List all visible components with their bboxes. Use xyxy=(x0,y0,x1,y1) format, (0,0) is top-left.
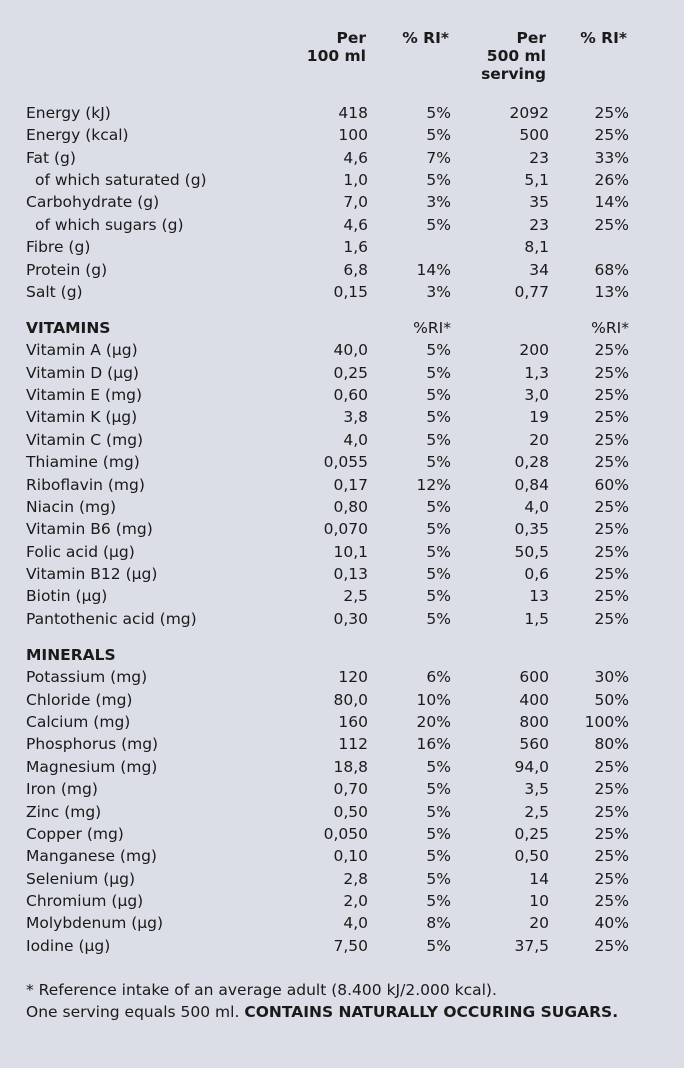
nutrient-row-v500: 500 xyxy=(519,126,549,145)
vitamin-row-v100: 0,070 xyxy=(323,520,368,539)
minerals-heading-label: MINERALS xyxy=(26,646,116,664)
mineral-row-ri1: 20% xyxy=(416,713,451,732)
vitamin-row-ri2: 25% xyxy=(594,386,629,405)
vitamin-row-ri2: 25% xyxy=(594,565,629,584)
mineral-row-v500: 2,5 xyxy=(524,802,549,821)
mineral-row-ri2: 30% xyxy=(594,668,629,687)
mineral-row xyxy=(0,845,684,867)
nutrient-row-label: Fat (g) xyxy=(26,148,76,167)
vitamin-row-ri1: 5% xyxy=(426,497,451,516)
vitamin-row xyxy=(0,474,684,496)
mineral-row-ri2: 50% xyxy=(594,690,629,709)
vitamin-row xyxy=(0,518,684,540)
nutrient-row-v100: 7,0 xyxy=(343,193,368,212)
nutrient-row-v500: 5,1 xyxy=(524,171,549,190)
nutrient-row-v500: 8,1 xyxy=(524,238,549,257)
vitamins-heading-ri2: %RI* xyxy=(591,319,629,337)
nutrient-row-label: Salt (g) xyxy=(26,282,83,301)
mineral-row-label: Magnesium (mg) xyxy=(26,757,158,776)
mineral-row-label: Phosphorus (mg) xyxy=(26,735,159,754)
mineral-row xyxy=(0,801,684,823)
vitamins-heading-label: VITAMINS xyxy=(26,319,111,337)
mineral-row-ri1: 5% xyxy=(426,847,451,866)
footnote-reference-intake: * Reference intake of an average adult (8.400 kJ/2.000 kcal). xyxy=(26,981,497,999)
mineral-row-ri1: 16% xyxy=(416,735,451,754)
header-ri-500ml-label: % RI* xyxy=(580,29,627,47)
mineral-row-ri1: 5% xyxy=(426,892,451,911)
vitamin-row-label: Vitamin A (µg) xyxy=(26,341,138,360)
vitamin-row-v100: 40,0 xyxy=(333,341,368,360)
vitamin-row xyxy=(0,339,684,361)
vitamin-row-v100: 10,1 xyxy=(333,542,368,561)
vitamin-row-ri1: 5% xyxy=(426,341,451,360)
mineral-row-ri2: 25% xyxy=(594,847,629,866)
mineral-row-v500: 37,5 xyxy=(514,936,549,955)
vitamin-row-v500: 19 xyxy=(529,408,549,427)
vitamin-row-v100: 0,055 xyxy=(323,453,368,472)
vitamin-row-ri1: 5% xyxy=(426,386,451,405)
vitamin-row-v100: 0,30 xyxy=(333,609,368,628)
vitamin-row-v100: 2,5 xyxy=(343,587,368,606)
vitamin-row-label: Vitamin D (µg) xyxy=(26,363,139,382)
mineral-row-ri2: 25% xyxy=(594,936,629,955)
nutrient-row-v500: 34 xyxy=(529,260,549,279)
nutrient-row-v100: 4,6 xyxy=(343,215,368,234)
vitamin-row-v500: 1,3 xyxy=(524,363,549,382)
mineral-row-v500: 800 xyxy=(519,713,549,732)
nutrient-row-ri2: 25% xyxy=(594,126,629,145)
vitamin-row-v100: 0,17 xyxy=(333,475,368,494)
mineral-row-v100: 120 xyxy=(338,668,368,687)
mineral-row xyxy=(0,756,684,778)
mineral-row-label: Iodine (µg) xyxy=(26,936,111,955)
mineral-row-v500: 600 xyxy=(519,668,549,687)
vitamins-heading xyxy=(0,317,684,339)
mineral-row-v500: 0,50 xyxy=(514,847,549,866)
nutrient-row-v100: 6,8 xyxy=(343,260,368,279)
nutrient-row-ri2: 25% xyxy=(594,215,629,234)
mineral-row-ri1: 8% xyxy=(426,914,451,933)
vitamin-row-v500: 0,28 xyxy=(514,453,549,472)
mineral-row-v100: 0,050 xyxy=(323,824,368,843)
nutrient-row-v100: 0,15 xyxy=(333,282,368,301)
vitamin-row-label: Vitamin B6 (mg) xyxy=(26,520,153,539)
vitamin-row-label: Niacin (mg) xyxy=(26,497,117,516)
vitamin-row-ri2: 25% xyxy=(594,363,629,382)
mineral-row-v100: 0,10 xyxy=(333,847,368,866)
vitamin-row-ri2: 25% xyxy=(594,542,629,561)
vitamin-row-ri2: 25% xyxy=(594,609,629,628)
mineral-row xyxy=(0,868,684,890)
nutrient-row-ri2: 68% xyxy=(594,260,629,279)
vitamin-row-v500: 50,5 xyxy=(514,542,549,561)
mineral-row-label: Chromium (µg) xyxy=(26,892,144,911)
mineral-row-ri2: 25% xyxy=(594,892,629,911)
mineral-row-v100: 18,8 xyxy=(333,757,368,776)
nutrient-row-v500: 23 xyxy=(529,215,549,234)
vitamin-row xyxy=(0,496,684,518)
nutrient-row-ri2: 33% xyxy=(594,148,629,167)
vitamin-row-ri2: 25% xyxy=(594,453,629,472)
nutrient-row xyxy=(0,147,684,169)
header-per-500ml-line3: serving xyxy=(481,65,546,83)
nutrient-row-v100: 1,0 xyxy=(343,171,368,190)
nutrient-row-ri2: 25% xyxy=(594,104,629,122)
vitamin-row-ri2: 25% xyxy=(594,341,629,360)
mineral-row-v100: 2,0 xyxy=(343,892,368,911)
mineral-row-ri2: 25% xyxy=(594,780,629,799)
nutrient-row-ri2: 14% xyxy=(594,193,629,212)
mineral-row-v500: 3,5 xyxy=(524,780,549,799)
vitamin-row-label: Vitamin C (mg) xyxy=(26,430,144,449)
vitamin-row xyxy=(0,451,684,473)
mineral-row-v500: 0,25 xyxy=(514,824,549,843)
mineral-row-ri2: 80% xyxy=(594,735,629,754)
mineral-row-ri2: 25% xyxy=(594,824,629,843)
nutrient-row xyxy=(0,124,684,146)
nutrient-row-ri1: 7% xyxy=(426,148,451,167)
vitamin-row-v100: 0,80 xyxy=(333,497,368,516)
vitamin-row-v500: 13 xyxy=(529,587,549,606)
mineral-row-v100: 7,50 xyxy=(333,936,368,955)
mineral-row-v500: 400 xyxy=(519,690,549,709)
vitamin-row-label: Thiamine (mg) xyxy=(26,453,140,472)
vitamin-row xyxy=(0,585,684,607)
header-ri-500ml xyxy=(580,29,627,47)
vitamin-row-v100: 4,0 xyxy=(343,430,368,449)
nutrient-row-v500: 0,77 xyxy=(514,282,549,301)
nutrient-row xyxy=(0,236,684,258)
vitamin-row-v100: 0,25 xyxy=(333,363,368,382)
mineral-row xyxy=(0,823,684,845)
mineral-row-ri1: 6% xyxy=(426,668,451,687)
mineral-row-v100: 2,8 xyxy=(343,869,368,888)
nutrient-row-ri2: 13% xyxy=(594,282,629,301)
vitamin-row-ri1: 5% xyxy=(426,363,451,382)
mineral-row xyxy=(0,689,684,711)
vitamin-row-ri1: 5% xyxy=(426,520,451,539)
nutrient-row-ri2: 26% xyxy=(594,171,629,190)
header-per-500ml xyxy=(481,29,546,83)
mineral-row-label: Molybdenum (µg) xyxy=(26,914,164,933)
mineral-row-v100: 160 xyxy=(338,713,368,732)
mineral-row-label: Manganese (mg) xyxy=(26,847,157,866)
nutrient-row-v500: 23 xyxy=(529,148,549,167)
nutrient-row-v100: 1,6 xyxy=(343,238,368,257)
mineral-row-ri1: 5% xyxy=(426,780,451,799)
vitamin-row-ri2: 25% xyxy=(594,520,629,539)
nutrient-row xyxy=(0,214,684,236)
nutrient-row-ri1: 5% xyxy=(426,104,451,122)
vitamin-row-ri2: 25% xyxy=(594,430,629,449)
vitamin-row-ri1: 5% xyxy=(426,408,451,427)
nutrient-row-v100: 100 xyxy=(338,126,368,145)
vitamin-row-ri1: 5% xyxy=(426,587,451,606)
vitamin-row xyxy=(0,384,684,406)
mineral-row xyxy=(0,912,684,934)
mineral-row-label: Selenium (µg) xyxy=(26,869,135,888)
mineral-row-ri2: 25% xyxy=(594,757,629,776)
mineral-row-ri1: 5% xyxy=(426,802,451,821)
mineral-row-v500: 560 xyxy=(519,735,549,754)
mineral-row-ri1: 5% xyxy=(426,757,451,776)
minerals-heading xyxy=(0,644,684,666)
vitamin-row-v500: 20 xyxy=(529,430,549,449)
header-per-500ml-line1: Per xyxy=(516,29,546,47)
footnote-sugars-warning: CONTAINS NATURALLY OCCURING SUGARS. xyxy=(244,1003,619,1021)
header-per-100ml-line2: 100 ml xyxy=(306,47,366,65)
mineral-row-ri1: 5% xyxy=(426,824,451,843)
vitamin-row xyxy=(0,406,684,428)
nutrient-row-v500: 2092 xyxy=(509,104,549,122)
mineral-row xyxy=(0,935,684,957)
mineral-row-v100: 4,0 xyxy=(343,914,368,933)
mineral-row xyxy=(0,890,684,912)
mineral-row-v100: 80,0 xyxy=(333,690,368,709)
nutrient-row xyxy=(0,191,684,213)
vitamin-row-v100: 0,60 xyxy=(333,386,368,405)
nutrient-row-ri1: 3% xyxy=(426,193,451,212)
mineral-row-ri1: 5% xyxy=(426,869,451,888)
vitamin-row xyxy=(0,608,684,630)
mineral-row-v500: 94,0 xyxy=(514,757,549,776)
header-ri-100ml xyxy=(402,29,449,47)
header-per-100ml-line1: Per xyxy=(336,29,366,47)
header-ri-100ml-label: % RI* xyxy=(402,29,449,47)
mineral-row-ri2: 100% xyxy=(584,713,629,732)
vitamin-row-v500: 1,5 xyxy=(524,609,549,628)
mineral-row xyxy=(0,733,684,755)
nutrient-row-v500: 35 xyxy=(529,193,549,212)
mineral-row-v100: 0,70 xyxy=(333,780,368,799)
nutrient-row xyxy=(0,102,684,124)
vitamin-row-label: Vitamin E (mg) xyxy=(26,386,143,405)
mineral-row-ri2: 25% xyxy=(594,869,629,888)
nutrient-row-label: of which sugars (g) xyxy=(35,215,184,234)
nutrient-row-ri1: 3% xyxy=(426,282,451,301)
nutrient-row-v100: 4,6 xyxy=(343,148,368,167)
vitamin-row-ri1: 5% xyxy=(426,609,451,628)
footnote-serving xyxy=(26,1001,618,1023)
vitamin-row-ri1: 5% xyxy=(426,453,451,472)
mineral-row-v500: 10 xyxy=(529,892,549,911)
vitamin-row-v500: 4,0 xyxy=(524,497,549,516)
vitamin-row xyxy=(0,563,684,585)
nutrient-row-label: Fibre (g) xyxy=(26,238,91,257)
vitamin-row xyxy=(0,362,684,384)
nutrient-row-label: of which saturated (g) xyxy=(35,171,207,190)
mineral-row-ri1: 10% xyxy=(416,690,451,709)
header-per-100ml xyxy=(307,29,366,65)
vitamin-row-v500: 0,6 xyxy=(524,565,549,584)
vitamin-row-v500: 3,0 xyxy=(524,386,549,405)
mineral-row-label: Iron (mg) xyxy=(26,780,98,799)
mineral-row xyxy=(0,666,684,688)
vitamin-row-label: Vitamin K (µg) xyxy=(26,408,138,427)
mineral-row xyxy=(0,778,684,800)
vitamin-row-label: Riboflavin (mg) xyxy=(26,475,145,494)
vitamin-row-label: Vitamin B12 (µg) xyxy=(26,565,158,584)
vitamin-row-v500: 0,84 xyxy=(514,475,549,494)
vitamin-row-label: Biotin (µg) xyxy=(26,587,108,606)
vitamin-row-label: Folic acid (µg) xyxy=(26,542,135,561)
vitamin-row-v500: 200 xyxy=(519,341,549,360)
vitamin-row-ri2: 25% xyxy=(594,497,629,516)
vitamin-row-v100: 3,8 xyxy=(343,408,368,427)
vitamin-row-ri2: 25% xyxy=(594,587,629,606)
header-per-500ml-line2: 500 ml xyxy=(486,47,546,65)
vitamin-row-ri1: 12% xyxy=(416,475,451,494)
vitamin-row-ri1: 5% xyxy=(426,430,451,449)
nutrient-row-label: Protein (g) xyxy=(26,260,108,279)
vitamins-heading-ri1: %RI* xyxy=(413,319,451,337)
mineral-row-v500: 14 xyxy=(529,869,549,888)
mineral-row-label: Copper (mg) xyxy=(26,824,124,843)
nutrient-row xyxy=(0,281,684,303)
nutrient-row-ri1: 5% xyxy=(426,126,451,145)
vitamin-row-ri2: 25% xyxy=(594,408,629,427)
nutrient-row-label: Energy (kJ) xyxy=(26,104,111,122)
mineral-row-label: Calcium (mg) xyxy=(26,713,131,732)
mineral-row-ri1: 5% xyxy=(426,936,451,955)
mineral-row-label: Chloride (mg) xyxy=(26,690,133,709)
vitamin-row-v500: 0,35 xyxy=(514,520,549,539)
vitamin-row-ri2: 60% xyxy=(594,475,629,494)
vitamin-row xyxy=(0,429,684,451)
vitamin-row-ri1: 5% xyxy=(426,542,451,561)
vitamin-row-ri1: 5% xyxy=(426,565,451,584)
footnote-serving-text: One serving equals 500 ml. xyxy=(26,1003,245,1021)
nutrient-row xyxy=(0,259,684,281)
mineral-row-label: Potassium (mg) xyxy=(26,668,148,687)
vitamin-row xyxy=(0,541,684,563)
mineral-row-v100: 0,50 xyxy=(333,802,368,821)
nutrient-row-ri1: 5% xyxy=(426,215,451,234)
nutrient-row-v100: 418 xyxy=(338,104,368,122)
mineral-row-v500: 20 xyxy=(529,914,549,933)
mineral-row-label: Zinc (mg) xyxy=(26,802,102,821)
mineral-row-ri2: 40% xyxy=(594,914,629,933)
nutrient-row-label: Carbohydrate (g) xyxy=(26,193,160,212)
mineral-row xyxy=(0,711,684,733)
nutrient-row xyxy=(0,169,684,191)
vitamin-row-v100: 0,13 xyxy=(333,565,368,584)
nutrient-row-ri1: 14% xyxy=(416,260,451,279)
nutrient-row-label: Energy (kcal) xyxy=(26,126,129,145)
nutrient-row-ri1: 5% xyxy=(426,171,451,190)
mineral-row-ri2: 25% xyxy=(594,802,629,821)
vitamin-row-label: Pantothenic acid (mg) xyxy=(26,609,197,628)
mineral-row-v100: 112 xyxy=(338,735,368,754)
